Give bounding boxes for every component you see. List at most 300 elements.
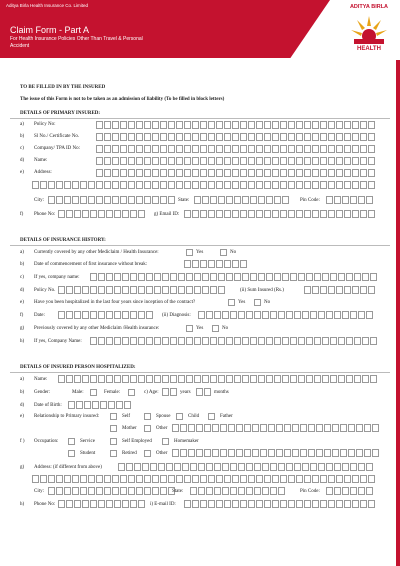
char-box[interactable] (296, 121, 303, 129)
diagnosis-field[interactable] (198, 311, 374, 319)
char-box[interactable] (144, 487, 151, 495)
char-box[interactable] (272, 475, 279, 483)
char-box[interactable] (368, 475, 375, 483)
char-box[interactable] (170, 375, 177, 383)
char-box[interactable] (332, 449, 339, 457)
char-box[interactable] (226, 273, 233, 281)
char-box[interactable] (320, 210, 327, 218)
other-cover-no-checkbox[interactable] (220, 249, 227, 256)
homemaker-checkbox[interactable] (162, 438, 169, 445)
char-box[interactable] (174, 463, 181, 471)
char-box[interactable] (360, 157, 367, 165)
char-box[interactable] (298, 273, 305, 281)
char-box[interactable] (346, 273, 353, 281)
char-box[interactable] (328, 145, 335, 153)
previous-cover-yes-checkbox[interactable] (186, 325, 193, 332)
char-box[interactable] (152, 121, 159, 129)
char-box[interactable] (352, 210, 359, 218)
female-checkbox[interactable] (128, 389, 135, 396)
char-box[interactable] (48, 196, 55, 204)
char-box[interactable] (130, 375, 137, 383)
char-box[interactable] (184, 133, 191, 141)
char-box[interactable] (208, 121, 215, 129)
child-checkbox[interactable] (176, 413, 183, 420)
char-box[interactable] (176, 475, 183, 483)
char-box[interactable] (268, 449, 275, 457)
char-box[interactable] (348, 424, 355, 432)
char-box[interactable] (128, 121, 135, 129)
char-box[interactable] (240, 500, 247, 508)
char-box[interactable] (130, 311, 137, 319)
char-box[interactable] (128, 196, 135, 204)
char-box[interactable] (210, 375, 217, 383)
char-box[interactable] (282, 375, 289, 383)
char-box[interactable] (312, 169, 319, 177)
char-box[interactable] (228, 424, 235, 432)
char-box[interactable] (336, 121, 343, 129)
address-field-2[interactable] (32, 181, 376, 189)
char-box[interactable] (304, 181, 311, 189)
mother-checkbox[interactable] (110, 425, 117, 432)
char-box[interactable] (88, 475, 95, 483)
char-box[interactable] (272, 133, 279, 141)
char-box[interactable] (224, 121, 231, 129)
char-box[interactable] (74, 311, 81, 319)
char-box[interactable] (202, 286, 209, 294)
char-box[interactable] (296, 157, 303, 165)
char-box[interactable] (92, 401, 99, 409)
char-box[interactable] (168, 196, 175, 204)
char-box[interactable] (288, 210, 295, 218)
char-box[interactable] (346, 375, 353, 383)
char-box[interactable] (248, 157, 255, 165)
char-box[interactable] (240, 475, 247, 483)
char-box[interactable] (338, 273, 345, 281)
char-box[interactable] (298, 337, 305, 345)
char-box[interactable] (64, 181, 71, 189)
char-box[interactable] (282, 337, 289, 345)
char-box[interactable] (372, 449, 379, 457)
char-box[interactable] (138, 375, 145, 383)
char-box[interactable] (216, 157, 223, 165)
char-box[interactable] (330, 273, 337, 281)
char-box[interactable] (136, 181, 143, 189)
char-box[interactable] (188, 424, 195, 432)
char-box[interactable] (152, 133, 159, 141)
char-box[interactable] (122, 286, 129, 294)
char-box[interactable] (370, 375, 377, 383)
char-box[interactable] (224, 210, 231, 218)
char-box[interactable] (200, 157, 207, 165)
char-box[interactable] (58, 500, 65, 508)
previous-cover-no-checkbox[interactable] (212, 325, 219, 332)
char-box[interactable] (280, 181, 287, 189)
char-box[interactable] (40, 181, 47, 189)
char-box[interactable] (242, 196, 249, 204)
char-box[interactable] (220, 424, 227, 432)
char-box[interactable] (212, 424, 219, 432)
char-box[interactable] (90, 337, 97, 345)
char-box[interactable] (312, 121, 319, 129)
char-box[interactable] (244, 449, 251, 457)
patient-address-field-2[interactable] (32, 475, 376, 483)
char-box[interactable] (200, 121, 207, 129)
char-box[interactable] (122, 210, 129, 218)
char-box[interactable] (308, 424, 315, 432)
char-box[interactable] (168, 145, 175, 153)
char-box[interactable] (138, 210, 145, 218)
char-box[interactable] (224, 133, 231, 141)
char-box[interactable] (318, 463, 325, 471)
char-box[interactable] (230, 311, 237, 319)
char-box[interactable] (162, 375, 169, 383)
char-box[interactable] (200, 145, 207, 153)
char-box[interactable] (272, 500, 279, 508)
char-box[interactable] (108, 401, 115, 409)
char-box[interactable] (304, 133, 311, 141)
char-box[interactable] (32, 181, 39, 189)
char-box[interactable] (210, 286, 217, 294)
char-box[interactable] (258, 375, 265, 383)
other-cover-yes-checkbox[interactable] (186, 249, 193, 256)
char-box[interactable] (186, 375, 193, 383)
char-box[interactable] (118, 463, 125, 471)
char-box[interactable] (84, 401, 91, 409)
char-box[interactable] (360, 145, 367, 153)
char-box[interactable] (104, 169, 111, 177)
age-months-field[interactable] (196, 388, 212, 396)
hosp-date-field[interactable] (58, 311, 154, 319)
char-box[interactable] (264, 210, 271, 218)
char-box[interactable] (344, 286, 351, 294)
char-box[interactable] (250, 273, 257, 281)
char-box[interactable] (256, 133, 263, 141)
char-box[interactable] (368, 181, 375, 189)
char-box[interactable] (98, 337, 105, 345)
char-box[interactable] (274, 337, 281, 345)
char-box[interactable] (114, 500, 121, 508)
char-box[interactable] (206, 487, 213, 495)
service-checkbox[interactable] (68, 438, 75, 445)
char-box[interactable] (82, 500, 89, 508)
char-box[interactable] (236, 424, 243, 432)
char-box[interactable] (232, 169, 239, 177)
char-box[interactable] (280, 121, 287, 129)
char-box[interactable] (128, 487, 135, 495)
char-box[interactable] (168, 181, 175, 189)
char-box[interactable] (356, 449, 363, 457)
char-box[interactable] (66, 311, 73, 319)
char-box[interactable] (248, 133, 255, 141)
char-box[interactable] (136, 121, 143, 129)
char-box[interactable] (214, 311, 221, 319)
char-box[interactable] (184, 500, 191, 508)
char-box[interactable] (232, 475, 239, 483)
char-box[interactable] (258, 196, 265, 204)
char-box[interactable] (208, 500, 215, 508)
char-box[interactable] (254, 487, 261, 495)
char-box[interactable] (366, 463, 373, 471)
char-box[interactable] (96, 157, 103, 165)
char-box[interactable] (208, 210, 215, 218)
char-box[interactable] (224, 169, 231, 177)
char-box[interactable] (360, 133, 367, 141)
char-box[interactable] (364, 424, 371, 432)
char-box[interactable] (112, 169, 119, 177)
char-box[interactable] (366, 196, 373, 204)
char-box[interactable] (240, 157, 247, 165)
char-box[interactable] (304, 210, 311, 218)
char-box[interactable] (234, 375, 241, 383)
char-box[interactable] (96, 196, 103, 204)
char-box[interactable] (300, 424, 307, 432)
char-box[interactable] (288, 500, 295, 508)
char-box[interactable] (166, 463, 173, 471)
char-box[interactable] (180, 424, 187, 432)
char-box[interactable] (198, 487, 205, 495)
char-box[interactable] (238, 311, 245, 319)
char-box[interactable] (280, 169, 287, 177)
char-box[interactable] (98, 311, 105, 319)
char-box[interactable] (240, 181, 247, 189)
char-box[interactable] (352, 500, 359, 508)
char-box[interactable] (136, 196, 143, 204)
char-box[interactable] (212, 449, 219, 457)
char-box[interactable] (312, 133, 319, 141)
char-box[interactable] (322, 337, 329, 345)
char-box[interactable] (312, 181, 319, 189)
char-box[interactable] (80, 181, 87, 189)
char-box[interactable] (242, 337, 249, 345)
certificate-no-field[interactable] (96, 133, 376, 141)
char-box[interactable] (330, 375, 337, 383)
char-box[interactable] (186, 286, 193, 294)
char-box[interactable] (304, 145, 311, 153)
char-box[interactable] (274, 196, 281, 204)
char-box[interactable] (330, 337, 337, 345)
char-box[interactable] (112, 157, 119, 165)
char-box[interactable] (216, 475, 223, 483)
char-box[interactable] (208, 181, 215, 189)
char-box[interactable] (196, 449, 203, 457)
char-box[interactable] (360, 121, 367, 129)
char-box[interactable] (280, 157, 287, 165)
char-box[interactable] (230, 487, 237, 495)
char-box[interactable] (288, 169, 295, 177)
char-box[interactable] (246, 487, 253, 495)
patient-name-field[interactable] (58, 375, 378, 383)
char-box[interactable] (48, 487, 55, 495)
char-box[interactable] (216, 145, 223, 153)
tpa-id-field[interactable] (96, 145, 376, 153)
char-box[interactable] (326, 463, 333, 471)
char-box[interactable] (160, 157, 167, 165)
char-box[interactable] (362, 337, 369, 345)
char-box[interactable] (368, 169, 375, 177)
char-box[interactable] (152, 145, 159, 153)
char-box[interactable] (312, 157, 319, 165)
char-box[interactable] (168, 133, 175, 141)
char-box[interactable] (342, 487, 349, 495)
char-box[interactable] (258, 337, 265, 345)
char-box[interactable] (136, 475, 143, 483)
char-box[interactable] (232, 145, 239, 153)
char-box[interactable] (150, 463, 157, 471)
char-box[interactable] (282, 196, 289, 204)
char-box[interactable] (328, 181, 335, 189)
char-box[interactable] (290, 375, 297, 383)
char-box[interactable] (272, 210, 279, 218)
char-box[interactable] (208, 145, 215, 153)
char-box[interactable] (122, 273, 129, 281)
char-box[interactable] (328, 286, 335, 294)
char-box[interactable] (228, 449, 235, 457)
char-box[interactable] (232, 500, 239, 508)
char-box[interactable] (344, 169, 351, 177)
char-box[interactable] (252, 449, 259, 457)
hospitalized-no-checkbox[interactable] (254, 299, 261, 306)
char-box[interactable] (296, 210, 303, 218)
char-box[interactable] (336, 500, 343, 508)
char-box[interactable] (170, 286, 177, 294)
char-box[interactable] (336, 181, 343, 189)
char-box[interactable] (254, 311, 261, 319)
char-box[interactable] (320, 181, 327, 189)
char-box[interactable] (202, 273, 209, 281)
char-box[interactable] (240, 133, 247, 141)
char-box[interactable] (224, 157, 231, 165)
state-field[interactable] (194, 196, 290, 204)
char-box[interactable] (104, 121, 111, 129)
char-box[interactable] (248, 181, 255, 189)
char-box[interactable] (306, 375, 313, 383)
char-box[interactable] (96, 121, 103, 129)
char-box[interactable] (214, 487, 221, 495)
char-box[interactable] (176, 145, 183, 153)
char-box[interactable] (96, 487, 103, 495)
char-box[interactable] (344, 210, 351, 218)
char-box[interactable] (352, 286, 359, 294)
char-box[interactable] (214, 463, 221, 471)
char-box[interactable] (270, 311, 277, 319)
char-box[interactable] (344, 181, 351, 189)
char-box[interactable] (160, 145, 167, 153)
char-box[interactable] (302, 463, 309, 471)
char-box[interactable] (190, 487, 197, 495)
char-box[interactable] (248, 121, 255, 129)
char-box[interactable] (252, 424, 259, 432)
char-box[interactable] (112, 121, 119, 129)
char-box[interactable] (144, 133, 151, 141)
char-box[interactable] (192, 260, 199, 268)
char-box[interactable] (152, 157, 159, 165)
char-box[interactable] (264, 157, 271, 165)
char-box[interactable] (176, 133, 183, 141)
char-box[interactable] (162, 388, 169, 396)
char-box[interactable] (336, 210, 343, 218)
char-box[interactable] (106, 311, 113, 319)
char-box[interactable] (320, 475, 327, 483)
char-box[interactable] (304, 157, 311, 165)
char-box[interactable] (306, 337, 313, 345)
char-box[interactable] (82, 375, 89, 383)
char-box[interactable] (232, 260, 239, 268)
char-box[interactable] (248, 475, 255, 483)
relationship-other-checkbox[interactable] (144, 425, 151, 432)
char-box[interactable] (114, 375, 121, 383)
char-box[interactable] (192, 181, 199, 189)
char-box[interactable] (272, 157, 279, 165)
char-box[interactable] (170, 273, 177, 281)
char-box[interactable] (64, 475, 71, 483)
char-box[interactable] (366, 311, 373, 319)
char-box[interactable] (184, 181, 191, 189)
char-box[interactable] (218, 273, 225, 281)
patient-city-field[interactable] (48, 487, 176, 495)
char-box[interactable] (178, 273, 185, 281)
char-box[interactable] (184, 121, 191, 129)
char-box[interactable] (224, 500, 231, 508)
char-box[interactable] (304, 475, 311, 483)
char-box[interactable] (322, 375, 329, 383)
char-box[interactable] (256, 145, 263, 153)
char-box[interactable] (56, 475, 63, 483)
char-box[interactable] (256, 181, 263, 189)
char-box[interactable] (270, 487, 277, 495)
char-box[interactable] (272, 169, 279, 177)
char-box[interactable] (192, 475, 199, 483)
char-box[interactable] (130, 337, 137, 345)
char-box[interactable] (232, 210, 239, 218)
char-box[interactable] (344, 475, 351, 483)
char-box[interactable] (304, 121, 311, 129)
name-field[interactable] (96, 157, 376, 165)
char-box[interactable] (314, 375, 321, 383)
char-box[interactable] (218, 286, 225, 294)
char-box[interactable] (326, 487, 333, 495)
char-box[interactable] (232, 133, 239, 141)
char-box[interactable] (368, 121, 375, 129)
char-box[interactable] (226, 375, 233, 383)
char-box[interactable] (360, 181, 367, 189)
char-box[interactable] (128, 475, 135, 483)
char-box[interactable] (138, 337, 145, 345)
char-box[interactable] (176, 169, 183, 177)
char-box[interactable] (360, 286, 367, 294)
char-box[interactable] (138, 273, 145, 281)
char-box[interactable] (128, 133, 135, 141)
char-box[interactable] (344, 145, 351, 153)
char-box[interactable] (48, 181, 55, 189)
char-box[interactable] (72, 487, 79, 495)
char-box[interactable] (336, 145, 343, 153)
char-box[interactable] (152, 487, 159, 495)
char-box[interactable] (162, 273, 169, 281)
char-box[interactable] (152, 475, 159, 483)
char-box[interactable] (242, 375, 249, 383)
char-box[interactable] (302, 311, 309, 319)
char-box[interactable] (72, 196, 79, 204)
char-box[interactable] (250, 337, 257, 345)
char-box[interactable] (180, 449, 187, 457)
char-box[interactable] (308, 449, 315, 457)
char-box[interactable] (320, 500, 327, 508)
char-box[interactable] (334, 487, 341, 495)
char-box[interactable] (112, 133, 119, 141)
char-box[interactable] (370, 337, 377, 345)
char-box[interactable] (104, 196, 111, 204)
char-box[interactable] (288, 145, 295, 153)
